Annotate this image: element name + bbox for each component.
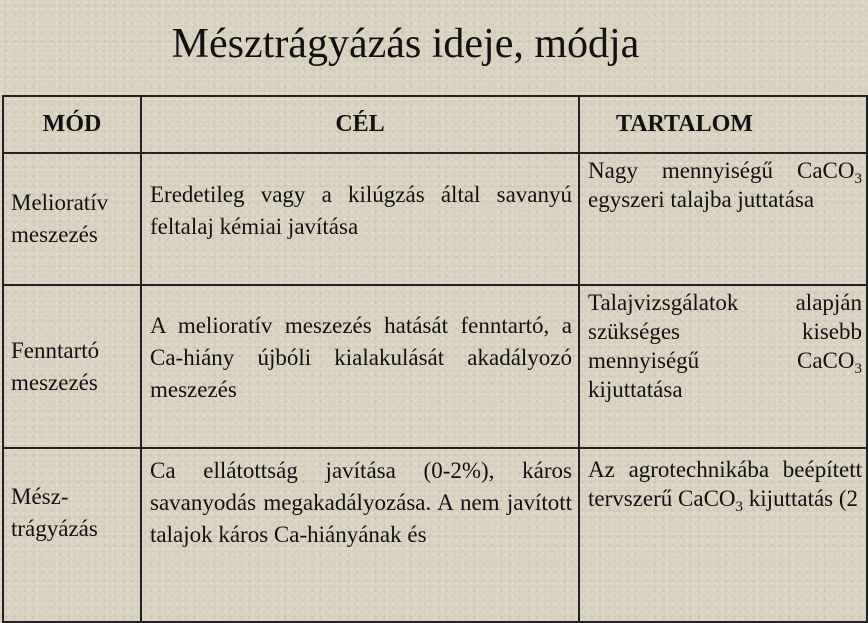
tartalom-text: Nagy mennyiségű CaCO$_3$ egyszeri talajba juttatása xyxy=(588,158,862,212)
mod-cell: Fenntartó meszezés xyxy=(3,285,141,448)
cel-cell: Ca ellátottság javítása (0-2%), káros savanyodás megakadályozása. A nem javított talajok káros Ca-hiányának és xyxy=(141,448,579,622)
tartalom-cell xyxy=(579,153,867,285)
lime-fertilization-table xyxy=(2,95,868,623)
tartalom-cell xyxy=(579,285,867,448)
mod-cell: Mész-trágyázás xyxy=(3,448,141,622)
header-mod: MÓD xyxy=(3,96,141,153)
cel-cell: Eredetileg vagy a kilúgzás által savanyú feltalaj kémiai javítása xyxy=(141,153,579,285)
table-row xyxy=(3,285,867,448)
tartalom-text: Talajvizsgálatok alapján szükséges kisebb mennyiségű CaCO$_3$ kijuttatása xyxy=(588,290,862,402)
tartalom-text: Az agrotechnikába beépített tervszerű CaCO$_3$ kijuttatás (2 xyxy=(588,457,862,515)
mod-cell: Melioratív meszezés xyxy=(3,153,141,285)
header-row xyxy=(3,96,867,153)
page-title: Mésztrágyázás ideje, módja xyxy=(171,21,640,67)
cel-cell: A melioratív meszezés hatását fenntartó, a Ca-hiány újbóli kialakulását akadályozó meszezés xyxy=(141,285,579,448)
header-tartalom: TARTALOM xyxy=(579,96,867,153)
table-row xyxy=(3,153,867,285)
header-cel: CÉL xyxy=(141,96,579,153)
table-row xyxy=(3,448,867,622)
tartalom-cell xyxy=(579,448,867,622)
